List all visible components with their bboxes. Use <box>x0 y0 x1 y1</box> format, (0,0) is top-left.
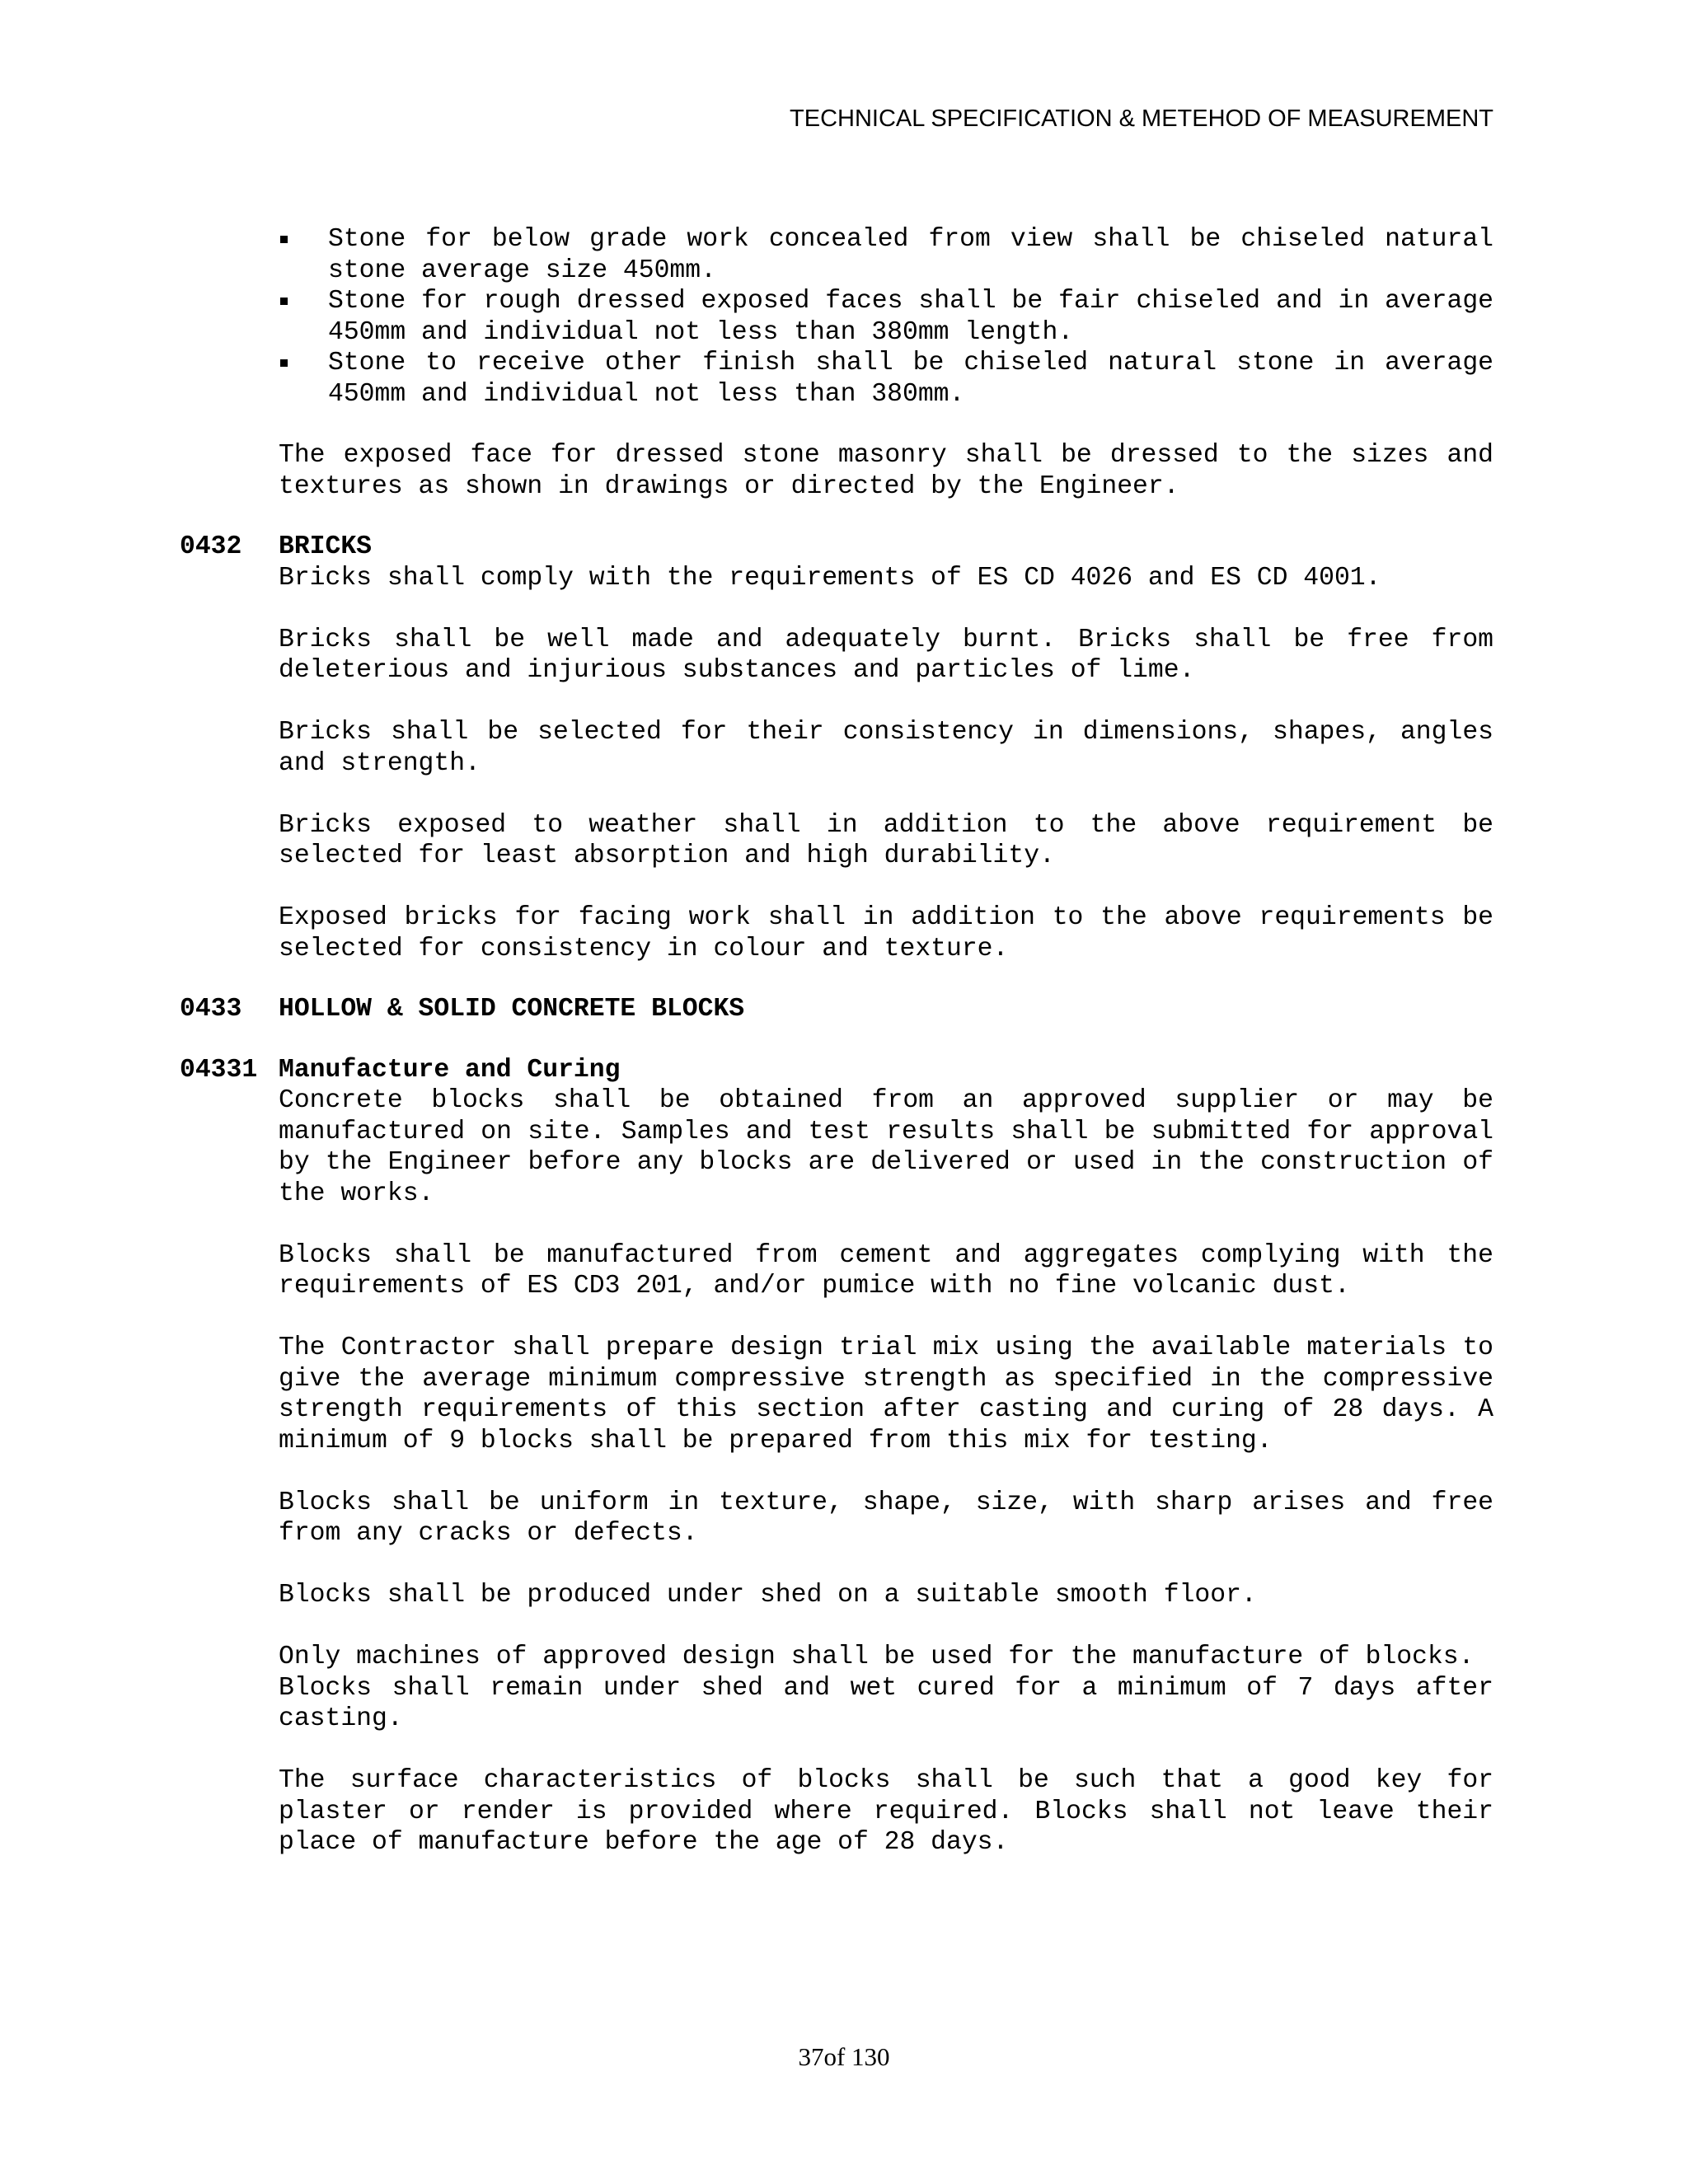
paragraph: Bricks shall comply with the requirements of ES CD 4026 and ES CD 4001. <box>279 563 1381 593</box>
list-item <box>279 286 1493 348</box>
paragraph: Blocks shall be produced under shed on a suitable smooth floor. <box>279 1581 1257 1610</box>
section-title: Manufacture and Curing <box>279 1055 621 1085</box>
list-item <box>279 348 1493 410</box>
bullet-text: Stone for below grade work concealed from view shall be chiseled natural stone average size 450mm. <box>328 225 1493 285</box>
document-body <box>180 224 1493 1858</box>
exposed-face-paragraph: The exposed face for dressed stone masonry shall be dressed to the sizes and textures as shown in drawings or directed by the Engineer. <box>279 441 1493 501</box>
section-number: 0433 <box>180 995 242 1024</box>
section-title: HOLLOW & SOLID CONCRETE BLOCKS <box>279 995 745 1024</box>
paragraph: The surface characteristics of blocks shall be such that a good key for plaster or render is provided where required. Blocks shall not leave their place of manufacture before the age of 28 days. <box>279 1766 1493 1857</box>
paragraph: Bricks shall be selected for their consistency in dimensions, shapes, angles and strength. <box>279 718 1493 778</box>
square-bullet-icon <box>280 359 288 367</box>
section-title: BRICKS <box>279 532 373 561</box>
section-heading <box>180 532 1493 563</box>
section-04331 <box>180 1055 1493 1858</box>
square-bullet-icon <box>280 298 288 305</box>
paragraph: Blocks shall be uniform in texture, shape, size, with sharp arises and free from any cracks or defects. <box>279 1488 1493 1548</box>
section-heading <box>180 994 1493 1025</box>
section-number: 0432 <box>180 532 242 561</box>
paragraph: Only machines of approved design shall be used for the manufacture of blocks. <box>279 1643 1475 1671</box>
paragraph: Bricks exposed to weather shall in addition to the above requirement be selected for least absorption and high durability. <box>279 810 1493 870</box>
page-number: 37of 130 <box>798 2042 890 2071</box>
paragraph: Exposed bricks for facing work shall in addition to the above requirements be selected for consistency in colour and texture. <box>279 903 1493 963</box>
section-heading <box>180 1055 1493 1086</box>
section-0433 <box>180 994 1493 1025</box>
paragraph: Blocks shall be manufactured from cement and aggregates complying with the requirements of ES CD3 201, and/or pumice with no fine volcanic dust. <box>279 1240 1493 1301</box>
section-0432 <box>180 532 1493 964</box>
paragraph: Bricks shall be well made and adequately burnt. Bricks shall be free from deleterious and injurious substances and particles of lime. <box>279 625 1493 685</box>
paragraph: Blocks shall remain under shed and wet cured for a minimum of 7 days after casting. <box>279 1673 1493 1733</box>
square-bullet-icon <box>280 236 288 243</box>
stone-bullet-list <box>279 224 1493 410</box>
page-header-title: TECHNICAL SPECIFICATION & METEHOD OF MEASUREMENT <box>790 105 1493 132</box>
list-item <box>279 224 1493 286</box>
paragraph: Concrete blocks shall be obtained from an approved supplier or may be manufactured on site. Samples and test results shall be submitted for approval by the Engineer before any blocks are delivered or used in the construction of the works. <box>279 1086 1493 1208</box>
section-number: 04331 <box>180 1055 258 1085</box>
bullet-text: Stone for rough dressed exposed faces shall be fair chiseled and in average 450mm and individual not less than 380mm length. <box>328 287 1493 347</box>
bullet-text: Stone to receive other finish shall be chiseled natural stone in average 450mm and individual not less than 380mm. <box>328 349 1493 409</box>
paragraph: The Contractor shall prepare design trial mix using the available materials to give the average minimum compressive strength as specified in the compressive strength requirements of this section after casting and curing of 28 days. A minimum of 9 blocks shall be prepared from this mix for testing. <box>279 1333 1493 1455</box>
